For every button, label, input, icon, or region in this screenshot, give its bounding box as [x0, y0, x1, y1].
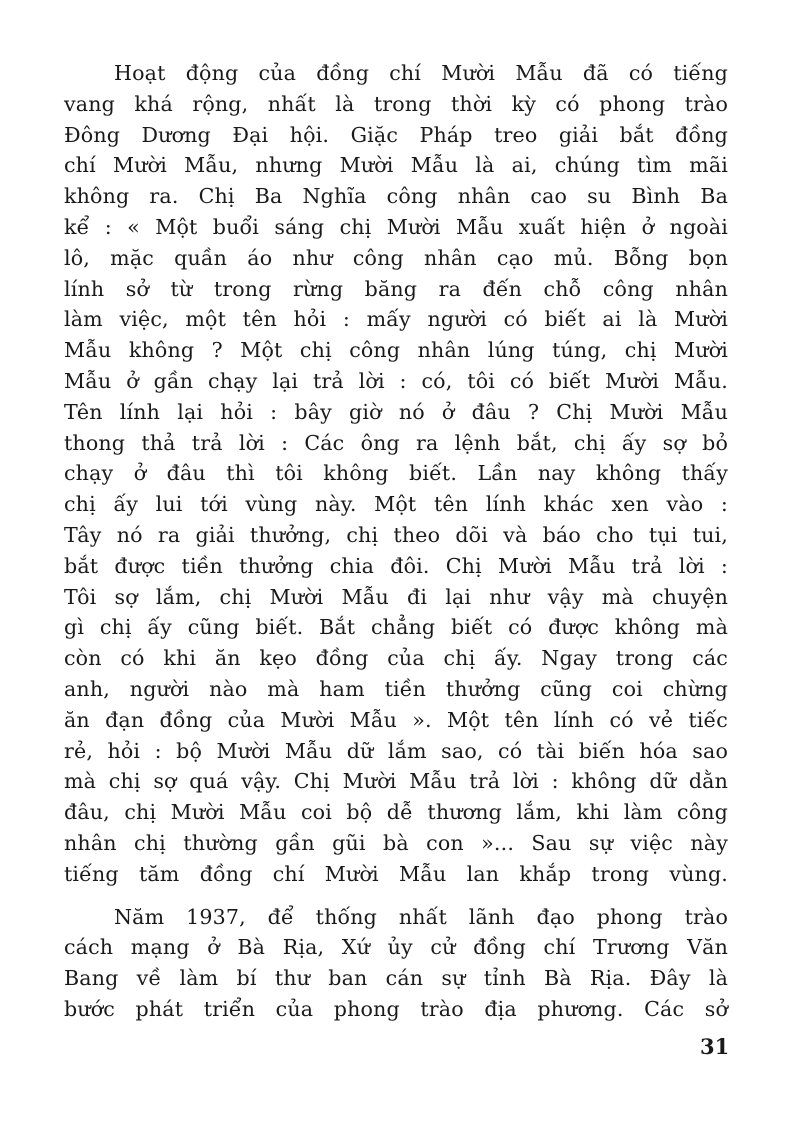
text-line: Đông Dương Đại hội. Giặc Pháp treo giải bắt đồng	[64, 122, 728, 147]
text-line: nhân chị thường gần gũi bà con »... Sau sự việc này	[64, 830, 728, 855]
paragraph-1	[64, 58, 728, 890]
text-line: mà chị sợ quá vậy. Chị Mười Mẫu trả lời : không dữ dằn	[64, 769, 728, 794]
page-number: 31	[700, 1034, 730, 1059]
paragraph-2	[64, 902, 728, 1025]
text-line: lính sở từ trong rừng băng ra đến chỗ công nhân	[64, 276, 728, 301]
text-line: bắt được tiền thưởng chia đôi. Chị Mười Mẫu trả lời :	[64, 553, 728, 578]
text-line: làm việc, một tên hỏi : mấy người có biết ai là Mười	[64, 307, 728, 332]
text-line: Tên lính lại hỏi : bây giờ nó ở đâu ? Chị Mười Mẫu	[64, 399, 728, 424]
text-line: Bang về làm bí thư ban cán sự tỉnh Bà Rịa. Đây là	[64, 966, 728, 991]
text-line: Năm 1937, để thống nhất lãnh đạo phong trào	[114, 904, 728, 929]
text-line: gì chị ấy cũng biết. Bắt chẳng biết có được không mà	[64, 615, 728, 640]
text-line: tiếng tăm đồng chí Mười Mẫu lan khắp trong vùng.	[64, 861, 728, 886]
text-line: chạy ở đâu thì tôi không biết. Lần nay không thấy	[64, 461, 728, 486]
book-page	[64, 58, 728, 1025]
text-line: cách mạng ở Bà Rịa, Xứ ủy cử đồng chí Trương Văn	[64, 935, 728, 960]
text-line: đâu, chị Mười Mẫu coi bộ dễ thương lắm, khi làm công	[64, 800, 728, 825]
text-line: còn có khi ăn kẹo đồng của chị ấy. Ngay trong các	[64, 646, 728, 671]
text-line: không ra. Chị Ba Nghĩa công nhân cao su Bình Ba	[64, 184, 728, 209]
text-line: chị ấy lui tới vùng này. Một tên lính khác xen vào :	[64, 492, 728, 517]
text-line: kể : « Một buổi sáng chị Mười Mẫu xuất hiện ở ngoài	[64, 214, 728, 239]
text-line: thong thả trả lời : Các ông ra lệnh bắt, chị ấy sợ bỏ	[64, 430, 728, 455]
text-line: lô, mặc quần áo như công nhân cạo mủ. Bỗng bọn	[64, 245, 728, 270]
text-line: Mẫu không ? Một chị công nhân lúng túng, chị Mười	[64, 338, 728, 363]
text-line: bước phát triển của phong trào địa phương. Các sở	[64, 996, 728, 1021]
text-line: Hoạt động của đồng chí Mười Mẫu đã có tiếng	[114, 61, 728, 85]
text-line: anh, người nào mà ham tiền thưởng cũng coi chừng	[64, 676, 728, 701]
text-line: chí Mười Mẫu, nhưng Mười Mẫu là ai, chúng tìm mãi	[64, 153, 728, 178]
text-line: Tây nó ra giải thưởng, chị theo dõi và báo cho tụi tui,	[64, 522, 728, 547]
text-line: vang khá rộng, nhất là trong thời kỳ có phong trào	[64, 91, 728, 116]
text-line: ăn đạn đồng của Mười Mẫu ». Một tên lính có vẻ tiếc	[64, 707, 728, 732]
text-line: Tôi sợ lắm, chị Mười Mẫu đi lại như vậy mà chuyện	[64, 584, 728, 609]
text-line: rẻ, hỏi : bộ Mười Mẫu dữ lắm sao, có tài biến hóa sao	[64, 738, 728, 763]
text-line: Mẫu ở gần chạy lại trả lời : có, tôi có biết Mười Mẫu.	[64, 368, 728, 393]
